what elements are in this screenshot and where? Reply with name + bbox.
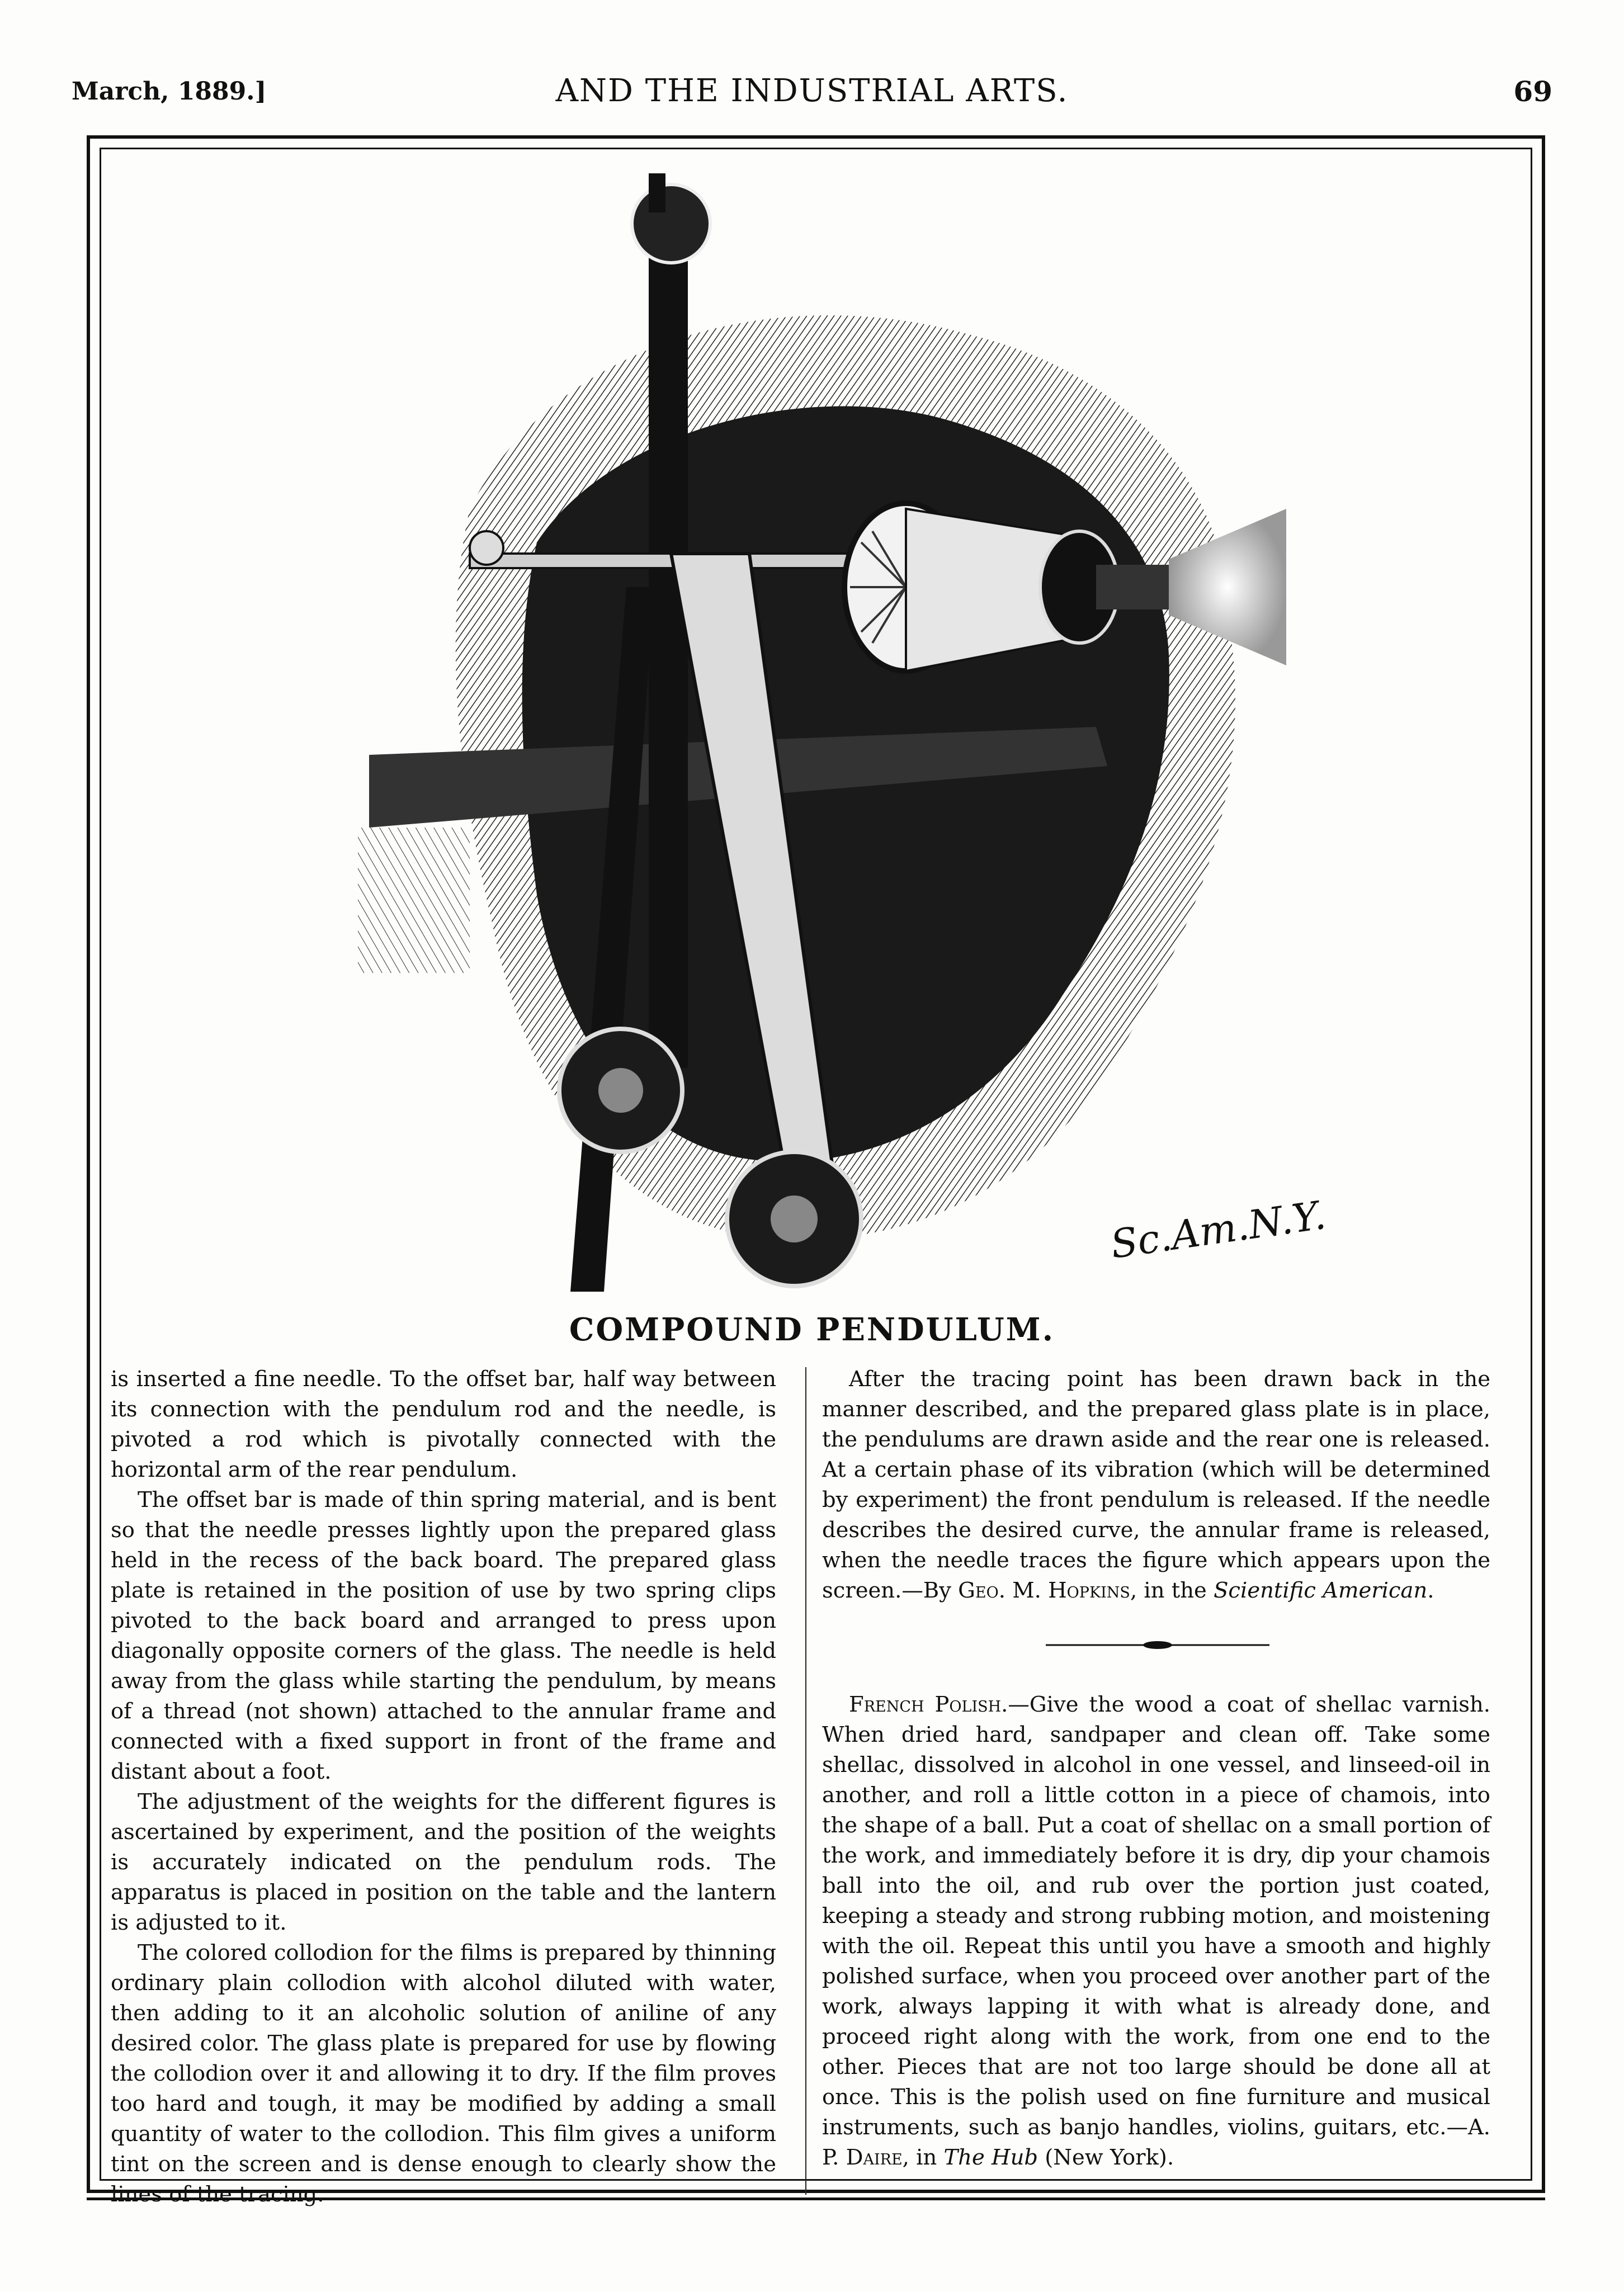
compound-pendulum-engraving (358, 196, 1329, 1303)
french-polish-text: —Give the wood a coat of shellac varnish. When dried hard, sandpaper and clean off. Take some shellac, dissolved in alcohol in one vessel, and linseed-oil in another, and roll a little cotton in a piece of chamois, into the shape of a ball. Put a coat of shellac on a small portion of the work, and immediately before it is dry, dip your chamois ball into the oil, and rub over the portion just coated, keeping a steady and strong rubbing motion, and moistening with the oil. Repeat this until you have a smooth and highly polished surface, when you proceed over another part of the work, always lapping it with what is already done, and proceed right along with the work, from one end to the other. Pieces that are not too large should be done all at once. This is the polish used on fine furniture and musical instruments, such as banjo handles, violins, guitars, etc.— (822, 1692, 1490, 2140)
article1-end: . (1427, 1578, 1434, 1603)
article1-source: Scientific American (1214, 1578, 1428, 1603)
pendulum-conclusion-text: After the tracing point has been drawn back in the manner described, and the prepared glass plate is in place, the pendulums are drawn aside and the rear one is released. At a certain phase of its vibration (which will be determined by experiment) the front pendulum is released. If the needle describes the desired curve, the annular frame is released, when the needle traces the figure which appears upon the screen.—By (822, 1367, 1490, 1603)
article2-author: A. P. Daire (822, 2115, 1490, 2170)
left-paragraph-4: The colored collodion for the films is prepared by thinning ordinary plain collodion with alcohol diluted with water, then adding to it an alcoholic solution of aniline of any desired color. The glass plate is prepared for use by flowing the collodion over it and allowing it to dry. If the film proves too hard and tough, it may be modified by adding a small quantity of water to the collodion. This film gives a uniform tint on the screen and is dense enough to clearly show the lines of the tracing. (111, 1940, 776, 2207)
left-paragraph-3: The adjustment of the weights for the different figures is ascertained by experiment, and the position of the weights is accurately indicated on the pendulum rods. The apparatus is placed in position on the table and the lantern is adjusted to it. (111, 1789, 776, 1935)
left-paragraph-1: is inserted a fine needle. To the offset bar, half way between its connection with the pendulum rod and the needle, is pivoted a rod which is pivotally connected with the horizontal arm of the rear pendulum. (111, 1367, 776, 1482)
engraver-signature: Sc.Am.N.Y. (1107, 1192, 1329, 1268)
journal-title: AND THE INDUSTRIAL ARTS. (555, 73, 1069, 109)
section-ornament (1046, 1639, 1269, 1651)
running-header (72, 72, 1552, 116)
article2-source: The Hub (943, 2145, 1038, 2170)
column-divider (805, 1367, 806, 2195)
pendulum-conclusion (822, 1364, 1490, 1606)
left-paragraph-2: The offset bar is made of thin spring material, and is bent so that the needle presses lightly upon the prepared glass held in the recess of the back board. The prepared glass plate is retained in the position of use by two spring clips pivoted to the back board and arranged to press upon diagonally opposite corners of the glass. The needle is held away from the glass while starting the pendulum, by means of a thread (not shown) attached to the annular frame and connected with a fixed support in front of the frame and distant about a foot. (111, 1487, 776, 1784)
page-number: 69 (1513, 75, 1552, 108)
issue-date: March, 1889.] (72, 77, 267, 106)
french-polish-article (822, 1690, 1490, 2173)
article2-end: (New York). (1038, 2145, 1174, 2170)
article1-author: Geo. M. Hopkins (958, 1578, 1130, 1603)
article2-in: , in (902, 2145, 937, 2170)
left-column (111, 1364, 776, 2210)
article1-in: , in the (1130, 1578, 1207, 1603)
figure-caption: COMPOUND PENDULUM. (569, 1311, 1055, 1348)
right-column (822, 1364, 1490, 2173)
french-polish-title: French Polish. (849, 1692, 1008, 1717)
